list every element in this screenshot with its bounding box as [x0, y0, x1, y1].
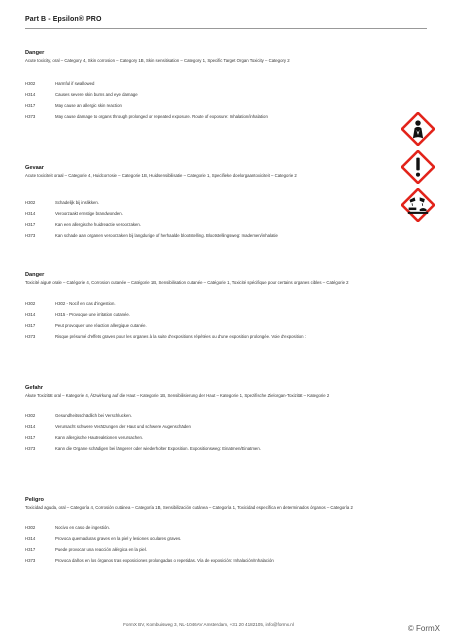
hazard-section-en: [25, 50, 395, 125]
hazard-section-fr: [25, 272, 395, 345]
hazard-code: H373: [25, 233, 36, 239]
health-hazard-icon: [401, 112, 435, 146]
hazard-statement: [25, 233, 395, 244]
hazard-text: Causes severe skin burns and eye damage: [55, 92, 138, 98]
hazard-code: H317: [25, 435, 36, 441]
hazard-text: Peut provoquer une réaction allergique cutanée.: [55, 323, 147, 329]
hazard-code: H317: [25, 323, 36, 329]
hazard-text: Provoca daños en los órganos tras exposiciones prolongadas o repetidas. Vía de exposición: Inhalación/Inhalación: [55, 558, 274, 564]
hazard-code: H317: [25, 547, 36, 553]
hazard-code: H302: [25, 413, 36, 419]
hazard-statement-list: [25, 81, 395, 125]
signal-word: Danger: [25, 50, 45, 56]
hazard-code: H302: [25, 200, 36, 206]
hazard-text: May cause an allergic skin reaction: [55, 103, 122, 109]
hazard-text: Nocivo en caso de ingestión.: [55, 525, 110, 531]
hazard-statement: [25, 323, 395, 334]
hazard-code: H302: [25, 81, 36, 87]
hazard-statement: [25, 547, 395, 558]
hazard-statement: [25, 222, 395, 233]
hazard-code: H373: [25, 558, 36, 564]
hazard-statement: [25, 536, 395, 547]
hazard-statement: [25, 81, 395, 92]
hazard-code: H373: [25, 114, 36, 120]
hazard-statement: [25, 114, 395, 125]
ghs-pictograms: [395, 112, 445, 222]
hazard-statement: [25, 211, 395, 222]
signal-word: Gevaar: [25, 165, 44, 171]
hazard-text: Risque présumé d'effets graves pour les organes à la suite d'expositions répétées ou d'une exposition prolongée. Voie d'exposition :: [55, 334, 306, 340]
page-title: Part B - Epsilon® PRO: [25, 16, 102, 23]
hazard-classification: Acute toxiciteit oraal – Categorie 4, Huidcorrosie – Categorie 1B, Huidsensibilisatie – Categorie 1, Specifieke doelorgaantoxiciteit – Categorie 2: [25, 173, 297, 178]
hazard-classification: Toxicité aiguë orale – Catégorie 4, Corrosion cutanée – Catégorie 1B, Sensibilisation cutanée – Catégorie 1, Toxicité spécifique pour certains organes cibles – Catégorie 2: [25, 280, 349, 285]
hazard-text: Puede provocar una reacción alérgica en la piel.: [55, 547, 147, 553]
hazard-section-nl: [25, 165, 395, 244]
hazard-statement-list: [25, 200, 395, 244]
hazard-text: Kann allergische Hautreaktionen verursachen.: [55, 435, 144, 441]
hazard-section-de: [25, 385, 395, 457]
hazard-code: H302: [25, 525, 36, 531]
hazard-text: May cause damage to organs through prolonged or repeated exposure. Route of exposure: Inhalation/inhalation: [55, 114, 268, 120]
hazard-statement-list: [25, 525, 395, 569]
hazard-code: H302: [25, 301, 36, 307]
hazard-text: Gesundheitsschädlich bei Verschlucken.: [55, 413, 132, 419]
hazard-text: Harmful if swallowed: [55, 81, 95, 87]
hazard-statement: [25, 558, 395, 569]
hazard-statement: [25, 424, 395, 435]
hazard-statement-list: [25, 413, 395, 457]
hazard-code: H317: [25, 103, 36, 109]
hazard-text: Verursacht schwere Verätzungen der Haut und schwere Augenschäden: [55, 424, 191, 430]
hazard-statement: [25, 413, 395, 424]
hazard-statement: [25, 435, 395, 446]
hazard-classification: Akute Toxizität oral – Kategorie 4, Ätzwirkung auf die Haut – Kategorie 1B, Sensibilisierung der Haut – Kategorie 1, Spezifische Zielorgan-Toxizität – Kategorie 2: [25, 393, 330, 398]
signal-word: Gefahr: [25, 385, 44, 391]
hazard-text: H302 - Nocif en cas d'ingestion.: [55, 301, 116, 307]
hazard-text: H315 - Provoque une irritation cutanée.: [55, 312, 131, 318]
hazard-classification: Acute toxicity, oral – Category 4, Skin corrosion – Category 1B, Skin sensitisation – Category 1, Specific Target Organ Toxicity – Category 2: [25, 58, 290, 63]
hazard-code: H314: [25, 536, 36, 542]
hazard-statement: [25, 312, 395, 323]
hazard-statement: [25, 103, 395, 114]
footer-address: FormX BV, Kombuisweg 3, NL-1046AV Amsterdam, +31 20 4182105, info@formx.nl: [123, 622, 294, 627]
hazard-statement: [25, 92, 395, 103]
hazard-classification: Toxicidad aguda, oral – Categoría 4, Corrosión cutánea – Categoría 1B, Sensibilización cutánea – Categoría 1, Toxicidad específica en determinados órganos – Categoría 2: [25, 505, 353, 510]
hazard-code: H317: [25, 222, 36, 228]
hazard-code: H373: [25, 446, 36, 452]
hazard-text: Schadelijk bij inslikken.: [55, 200, 99, 206]
hazard-code: H314: [25, 92, 36, 98]
hazard-text: Kan een allergische huidreactie veroorzaken.: [55, 222, 141, 228]
hazard-code: H373: [25, 334, 36, 340]
hazard-code: H314: [25, 424, 36, 430]
hazard-statement-list: [25, 301, 395, 345]
title-divider: [25, 28, 427, 29]
hazard-statement: [25, 200, 395, 211]
signal-word: Danger: [25, 272, 45, 278]
hazard-text: Veroorzaakt ernstige brandwonden.: [55, 211, 123, 217]
hazard-code: H314: [25, 211, 36, 217]
hazard-text: Kan schade aan organen veroorzaken bij langdurige of herhaalde blootstelling. Blootstellingsweg: Inademen/inhalatie: [55, 233, 278, 239]
corrosion-icon: [401, 188, 435, 222]
signal-word: Peligro: [25, 497, 44, 503]
hazard-text: Provoca quemaduras graves en la piel y lesiones oculares graves.: [55, 536, 182, 542]
hazard-text: Kann die Organe schädigen bei längerer oder wiederholter Exposition. Expositionsweg: Einatmen/Einatmen.: [55, 446, 261, 452]
hazard-statement: [25, 525, 395, 536]
hazard-code: H314: [25, 312, 36, 318]
exclamation-mark-icon: [401, 150, 435, 184]
hazard-section-es: [25, 497, 395, 569]
hazard-statement: [25, 334, 395, 345]
hazard-statement: [25, 446, 395, 457]
copyright-notice: © FormX: [407, 624, 440, 633]
hazard-statement: [25, 301, 395, 312]
